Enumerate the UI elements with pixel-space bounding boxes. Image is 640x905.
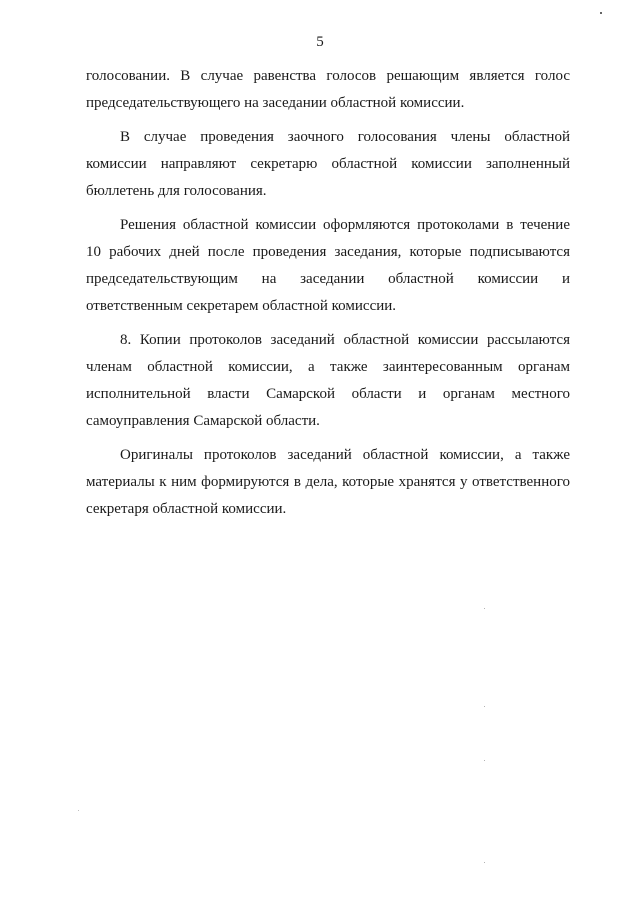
paragraph	[86, 212, 570, 320]
text-line: В случае проведения заочного голосования члены областной	[120, 129, 570, 145]
scan-speck	[484, 706, 485, 707]
document-body	[86, 63, 570, 523]
text-line: самоуправления Самарской области.	[86, 413, 320, 429]
text-line: секретаря областной комиссии.	[86, 501, 287, 517]
scan-speck	[484, 862, 485, 863]
paragraph	[86, 442, 570, 523]
paragraph	[86, 63, 570, 117]
scan-speck	[600, 12, 602, 14]
text-line: бюллетень для голосования.	[86, 183, 267, 199]
text-line: 8. Копии протоколов заседаний областной комиссии рассылаются	[120, 332, 570, 348]
text-line: членам областной комиссии, а также заинтересованным органам	[86, 359, 570, 375]
text-line: исполнительной власти Самарской области и органам местного	[86, 386, 570, 402]
text-line: председательствующего на заседании областной комиссии.	[86, 95, 465, 111]
text-line: комиссии направляют секретарю областной комиссии заполненный	[86, 156, 570, 172]
text-line: ответственным секретарем областной комиссии.	[86, 298, 397, 314]
text-line: председательствующим на заседании областной комиссии и	[86, 271, 570, 287]
scan-speck	[484, 760, 485, 761]
page-number: 5	[316, 34, 324, 50]
scan-speck	[78, 810, 79, 811]
text-line: голосовании. В случае равенства голосов решающим является голос	[86, 68, 570, 84]
text-line: Решения областной комиссии оформляются протоколами в течение	[120, 217, 570, 233]
paragraph	[86, 124, 570, 205]
text-line: материалы к ним формируются в дела, которые хранятся у ответственного	[86, 474, 570, 490]
paragraph	[86, 327, 570, 435]
text-line: 10 рабочих дней после проведения заседания, которые подписываются	[86, 244, 570, 260]
scan-speck	[484, 608, 485, 609]
text-line: Оригиналы протоколов заседаний областной комиссии, а также	[120, 447, 570, 463]
